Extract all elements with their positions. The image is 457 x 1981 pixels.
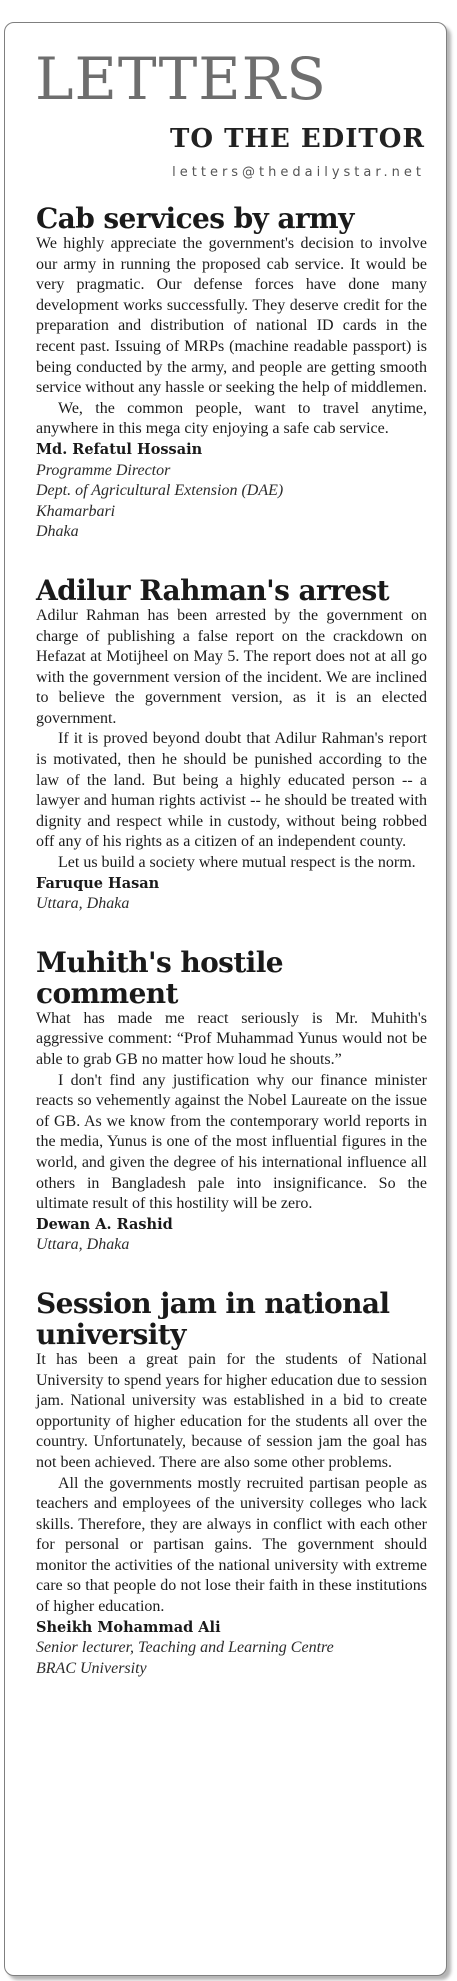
letter-paragraph: Adilur Rahman has been arrested by the government on charge of publishing a false report on the crackdown on Hefazat at Motijheel on May 5. The report does not at all go with the government version of the incident. We are inclined to believe the government version, as it is an elected government. (36, 606, 427, 727)
letter-adilur-arrest (36, 575, 427, 915)
letter-paragraph: Let us build a society where mutual respect is the norm. (58, 854, 416, 872)
letter-paragraph: All the governments mostly recruited partisan people as teachers and employees of the university colleges who lack skills. Therefore, they are always in conflict with each other for personal or partisan gains. The government should monitor the activities of the national university with extreme care so that people do not lose their faith in these institutions of higher education. (36, 1474, 427, 1616)
letter-title: Session jam in national university (36, 1286, 390, 1351)
letter-author: Md. Refatul Hossain (36, 440, 203, 458)
header-title-to-the-editor: TO THE EDITOR (170, 124, 425, 154)
letter-paragraph: It has been a great pain for the students of National University to spend years for higher education due to session jam. National university was established in a bid to create opportunity of higher education for the students all over the country. Unfortunately, because of session jam the goal has not been achieved. There are also some other problems. (36, 1350, 427, 1471)
letter-author: Dewan A. Rashid (36, 1215, 173, 1233)
author-affiliation: Senior lecturer, Teaching and Learning Centre (36, 1639, 334, 1657)
letters-column (4, 22, 447, 1976)
letter-title: Muhith's hostile comment (36, 945, 283, 1010)
author-affiliation: Programme Director (36, 461, 171, 479)
letter-author: Faruque Hasan (36, 874, 160, 892)
letter-cab-services (36, 203, 427, 543)
letter-paragraph: What has made me react seriously is Mr. Muhith's aggressive comment: “Prof Muhammad Yunus would not be able to grab GB no matter how loud he shouts.” (36, 1009, 427, 1068)
letter-paragraph: I don't find any justification why our finance minister reacts so vehemently against the Nobel Laureate on the issue of GB. As we know from the contemporary world reports in the media, Yunus is one of the most influential figures in the world, and given the degree of his international influence all others in Bangladesh pale into insignificance. So the ultimate result of this hostility will be zero. (36, 1071, 427, 1213)
author-affiliation: Khamarbari (36, 502, 116, 520)
letter-session-jam (36, 1288, 427, 1680)
author-affiliation: Dhaka (36, 523, 79, 541)
author-affiliation: Uttara, Dhaka (36, 1236, 130, 1254)
letter-title: Adilur Rahman's arrest (36, 573, 390, 607)
letter-title: Cab services by army (36, 202, 354, 235)
letters-list (36, 203, 427, 1711)
header-email: letters@thedailystar.net (172, 165, 425, 180)
author-affiliation: Uttara, Dhaka (36, 895, 130, 913)
header-title-letters: LETTERS (35, 45, 328, 113)
author-affiliation: BRAC University (36, 1659, 147, 1677)
letter-muhith-comment (36, 947, 427, 1256)
letter-paragraph: We highly appreciate the government's decision to involve our army in running the proposed cab service. It would be very pragmatic. Our defense forces have done many development works successfully. They deserve credit for the preparation and distribution of national ID cards in the recent past. Issuing of MRPs (machine readable passport) is being conducted by the army, and people are getting smooth service without any hassle or seeking the help of middlemen. (36, 235, 428, 397)
section-header (35, 47, 427, 179)
letter-author: Sheikh Mohammad Ali (36, 1618, 221, 1636)
author-affiliation: Dept. of Agricultural Extension (DAE) (36, 482, 284, 500)
letter-paragraph: If it is proved beyond doubt that Adilur Rahman's report is motivated, then he should be punished according to the law of the land. But being a highly educated person -- a lawyer and human rights activist -- he should be treated with dignity and respect while in custody, without being robbed off any of his rights as a citizen of an independent county. (36, 730, 427, 851)
letter-paragraph: We, the common people, want to travel anytime, anywhere in this mega city enjoying a safe cab service. (36, 399, 427, 438)
